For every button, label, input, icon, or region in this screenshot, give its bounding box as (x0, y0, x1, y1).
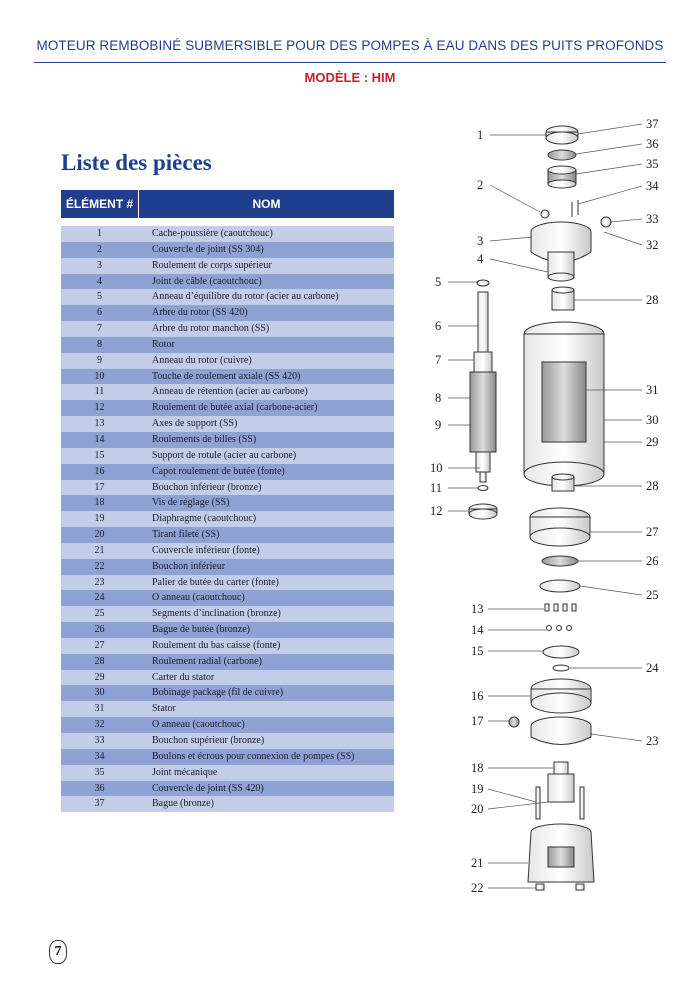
element-number: 25 (94, 608, 105, 620)
callout-7: 7 (435, 353, 442, 367)
table-row (61, 353, 394, 369)
callout-20: 20 (471, 802, 484, 816)
element-number: 13 (94, 418, 105, 430)
part-name: Roulements de billes (SS) (152, 433, 257, 445)
table-row (61, 258, 394, 274)
callout-17: 17 (471, 714, 484, 728)
element-number: 26 (94, 624, 105, 636)
part-name: Joint de câble (caoutchouc) (152, 275, 262, 287)
callout-10: 10 (430, 461, 443, 475)
callout-26: 26 (646, 554, 659, 568)
element-number: 22 (94, 560, 105, 572)
part-name: Bouchon supérieur (bronze) (152, 735, 265, 746)
callout-2: 2 (477, 178, 484, 192)
part-name: O anneau (caoutchouc) (152, 719, 245, 731)
element-number: 20 (94, 529, 105, 541)
table-row (61, 432, 394, 448)
table-row (61, 527, 394, 543)
table-row (61, 321, 394, 337)
table-row (61, 701, 394, 717)
table-row (61, 781, 394, 797)
callout-25: 25 (646, 588, 659, 602)
table-row (61, 369, 394, 385)
part-name: Bouchon inférieur (152, 560, 226, 572)
element-number: 33 (94, 735, 105, 746)
callout-28-top: 28 (646, 293, 659, 307)
parts-table-body (61, 226, 394, 812)
callout-27: 27 (646, 525, 659, 539)
part-name: Roulement radial (carbone) (152, 655, 262, 667)
element-number: 21 (94, 544, 105, 556)
element-number: 36 (94, 782, 105, 794)
table-row (61, 622, 394, 638)
callout-28-bottom: 28 (646, 479, 659, 493)
part-name: Tirant fileté (SS) (152, 529, 220, 541)
callout-21: 21 (471, 856, 484, 870)
element-number: 2 (97, 243, 102, 255)
part-name: Stator (152, 703, 176, 715)
part-name: Couvercle inférieur (fonte) (152, 544, 260, 556)
table-row (61, 733, 394, 749)
part-name: Anneau d’équilibre du rotor (acier au carbone) (152, 291, 339, 303)
table-row (61, 559, 394, 575)
element-number: 31 (94, 703, 105, 715)
part-name: Bouchon inférieur (bronze) (152, 481, 262, 493)
callout-8: 8 (435, 391, 442, 405)
callout-31: 31 (646, 383, 659, 397)
element-number: 11 (94, 386, 105, 398)
table-row (61, 242, 394, 258)
table-row (61, 274, 394, 290)
callout-15: 15 (471, 644, 484, 658)
callout-33: 33 (646, 212, 659, 226)
element-number: 7 (97, 323, 102, 335)
part-name: Support de rotule (acier au carbone) (152, 449, 297, 461)
callout-35: 35 (646, 157, 659, 171)
element-number: 35 (94, 766, 105, 778)
part-name: Bobinage package (fil de cuivre) (152, 687, 284, 699)
table-row (61, 796, 394, 812)
table-row (61, 511, 394, 527)
table-row (61, 670, 394, 686)
part-name: Roulement de corps supérieur (152, 259, 272, 271)
element-number: 23 (94, 576, 105, 588)
element-number: 17 (94, 481, 105, 493)
document-header-title: MOTEUR REMBOBINÉ SUBMERSIBLE POUR DES POMPES À EAU DANS DES PUITS PROFONDS (36, 38, 664, 53)
element-number: 6 (97, 307, 102, 319)
table-row (61, 289, 394, 305)
element-number: 12 (94, 402, 105, 414)
table-row (61, 749, 394, 765)
part-name: Capot roulement de butée (fonte) (152, 465, 285, 477)
table-row (61, 226, 394, 242)
header-divider (34, 62, 666, 63)
table-row (61, 765, 394, 781)
part-name: Cache-poussière (caoutchouc) (152, 228, 273, 239)
part-name: Arbre du rotor (SS 420) (152, 307, 248, 319)
element-number: 34 (94, 750, 105, 762)
table-row (61, 464, 394, 480)
callout-16: 16 (471, 689, 484, 703)
part-name: Segments d’inclination (bronze) (152, 608, 281, 620)
element-number: 1 (97, 228, 102, 239)
callout-22: 22 (471, 881, 484, 895)
callout-5: 5 (435, 275, 442, 289)
page-number: 7 (49, 940, 67, 964)
table-row (61, 337, 394, 353)
table-row (61, 685, 394, 701)
table-row (61, 543, 394, 559)
callout-3: 3 (477, 234, 484, 248)
table-row (61, 384, 394, 400)
element-number: 24 (94, 592, 105, 604)
part-name: Touche de roulement axiale (SS 420) (152, 370, 301, 382)
part-name: Arbre du rotor manchon (SS) (152, 323, 270, 335)
part-name: Rotor (152, 338, 175, 350)
part-name: Anneau de rétention (acier au carbone) (152, 386, 308, 398)
element-number: 4 (97, 275, 102, 287)
column-header-number: ÉLÉMENT # (61, 190, 139, 218)
part-name: Carter du stator (152, 671, 215, 683)
table-row (61, 638, 394, 654)
callout-29: 29 (646, 435, 659, 449)
table-row (61, 606, 394, 622)
callout-34: 34 (646, 179, 659, 193)
table-row (61, 480, 394, 496)
element-number: 10 (94, 370, 105, 382)
callout-23: 23 (646, 734, 659, 748)
element-number: 16 (94, 465, 105, 477)
element-number: 27 (94, 639, 105, 651)
callout-14: 14 (471, 623, 484, 637)
part-name: Vis de réglage (SS) (152, 497, 230, 509)
part-name: Bague de butée (bronze) (152, 624, 251, 636)
element-number: 28 (94, 655, 105, 667)
callout-36: 36 (646, 137, 659, 151)
part-name: Roulement du bas caisse (fonte) (152, 639, 281, 651)
element-number: 3 (97, 259, 102, 271)
element-number: 5 (97, 291, 102, 303)
table-row (61, 495, 394, 511)
table-row (61, 305, 394, 321)
table-row (61, 654, 394, 670)
part-name: Boulons et écrous pour connexion de pompes (SS) (152, 750, 355, 762)
table-row (61, 416, 394, 432)
callout-30: 30 (646, 413, 659, 427)
callout-19: 19 (471, 782, 484, 796)
callout-24: 24 (646, 661, 659, 675)
callout-12: 12 (430, 504, 443, 518)
part-name: Diaphragme (caoutchouc) (152, 513, 257, 525)
parts-list-title: Liste des pièces (61, 150, 212, 175)
element-number: 29 (94, 671, 105, 683)
table-row (61, 400, 394, 416)
element-number: 18 (94, 497, 105, 509)
callout-11: 11 (430, 481, 443, 495)
exploded-motor-diagram (420, 112, 680, 902)
table-row (61, 717, 394, 733)
callout-4: 4 (477, 252, 484, 266)
part-name: O anneau (caoutchouc) (152, 592, 245, 604)
callout-18: 18 (471, 761, 484, 775)
callout-9: 9 (435, 418, 442, 432)
part-name: Axes de support (SS) (152, 418, 238, 430)
callout-6: 6 (435, 319, 442, 333)
part-name: Joint mécanique (152, 766, 218, 778)
parts-table-header (61, 190, 394, 218)
element-number: 9 (97, 354, 102, 366)
callout-32: 32 (646, 238, 659, 252)
element-number: 8 (97, 338, 102, 350)
element-number: 37 (94, 798, 105, 810)
element-number: 15 (94, 449, 105, 461)
callout-37: 37 (646, 117, 659, 131)
table-row (61, 590, 394, 606)
table-row (61, 575, 394, 591)
part-name: Anneau du rotor (cuivre) (152, 354, 252, 366)
part-name: Palier de butée du carter (fonte) (152, 576, 279, 588)
part-name: Couvercle de joint (SS 420) (152, 782, 264, 794)
callout-1: 1 (477, 128, 484, 142)
column-header-name: NOM (252, 197, 281, 211)
element-number: 32 (94, 719, 105, 731)
model-label: MODÈLE : HIM (304, 70, 396, 85)
part-name: Couvercle de joint (SS 304) (152, 243, 264, 255)
part-name: Roulement de butée axial (carbone-acier) (152, 402, 318, 414)
part-name: Bague (bronze) (152, 798, 214, 810)
callout-13: 13 (471, 602, 484, 616)
table-row (61, 448, 394, 464)
element-number: 14 (94, 433, 105, 445)
element-number: 30 (94, 687, 105, 699)
element-number: 19 (94, 513, 105, 525)
